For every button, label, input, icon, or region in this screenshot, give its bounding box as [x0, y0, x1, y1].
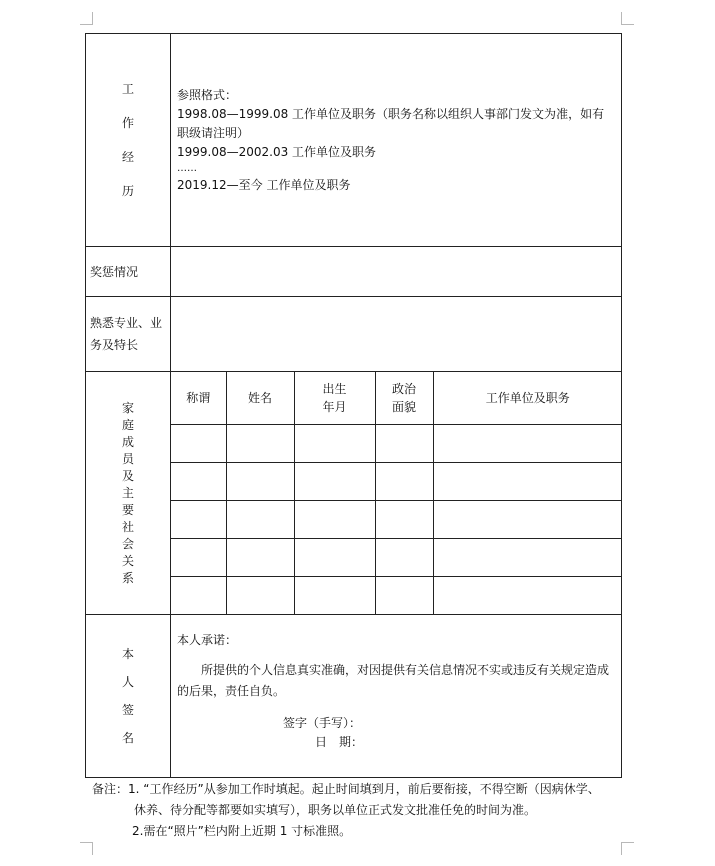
note-2: 2.需在“照片”栏内附上近期 1 寸标准照。: [132, 824, 352, 838]
family-cell[interactable]: [171, 500, 226, 538]
family-cell[interactable]: [226, 462, 294, 500]
work-history-row: [86, 34, 622, 247]
family-table-cell: [171, 372, 622, 615]
family-row-4: [171, 538, 622, 576]
margin-mark-bottom-left: [80, 842, 93, 855]
header-political-status: 政治 面貌: [375, 372, 433, 424]
family-cell[interactable]: [433, 576, 622, 614]
work-history-line: 1999.08—2002.03 工作单位及职务: [177, 144, 377, 159]
margin-mark-top-right: [621, 12, 634, 25]
awards-field[interactable]: [171, 247, 622, 297]
promise-title: 本人承诺：: [177, 633, 238, 647]
signature-content: [171, 615, 622, 778]
signature-row: [86, 615, 622, 778]
family-cell[interactable]: [375, 500, 433, 538]
header-relation: 称谓: [171, 372, 226, 424]
family-cell[interactable]: [433, 538, 622, 576]
family-cell[interactable]: [171, 576, 226, 614]
family-cell[interactable]: [226, 576, 294, 614]
family-cell[interactable]: [433, 462, 622, 500]
family-row-2: [171, 462, 622, 500]
specialty-row: [86, 297, 622, 372]
family-cell[interactable]: [294, 462, 375, 500]
work-history-label: 工 作 经 历: [86, 34, 171, 247]
work-history-content[interactable]: [171, 34, 622, 247]
family-cell[interactable]: [433, 424, 622, 462]
header-birth: 出生 年月: [294, 372, 375, 424]
family-row: [86, 372, 622, 615]
note-1: 备注：1. “工作经历”从参加工作时填起。起止时间填到月，前后要衔接，不得空断（因病休学、: [92, 782, 600, 796]
date-field[interactable]: 日 期：: [315, 735, 364, 749]
personnel-form-table: [85, 33, 622, 778]
margin-mark-bottom-right: [621, 842, 634, 855]
family-cell[interactable]: [375, 538, 433, 576]
header-name: 姓名: [226, 372, 294, 424]
promise-text: 所提供的个人信息真实准确，对因提供有关信息情况不实或违反有关规定造成的后果，责任自负。: [177, 663, 610, 698]
work-history-line: 2019.12—至今 工作单位及职务: [177, 177, 351, 192]
family-cell[interactable]: [433, 500, 622, 538]
family-cell[interactable]: [294, 576, 375, 614]
awards-label: 奖惩情况: [86, 247, 171, 297]
family-cell[interactable]: [226, 424, 294, 462]
work-history-line: 1998.08—1999.08 工作单位及职务（职务名称以组织人事部门发文为准，如有职级请注明）: [177, 106, 605, 140]
family-cell[interactable]: [294, 500, 375, 538]
family-cell[interactable]: [375, 462, 433, 500]
family-cell[interactable]: [171, 462, 226, 500]
family-members-table: [171, 372, 622, 614]
signature-label: 本 人 签 名: [86, 615, 171, 778]
family-cell[interactable]: [375, 424, 433, 462]
work-history-line: 参照格式：: [177, 87, 238, 102]
family-label: 家 庭 成 员 及 主 要 社 会 关 系: [86, 372, 171, 615]
family-row-3: [171, 500, 622, 538]
family-cell[interactable]: [226, 538, 294, 576]
note-1-cont: 休养、待分配等都要如实填写），职务以单位正式发文批准任免的时间为准。: [134, 803, 537, 817]
family-cell[interactable]: [171, 424, 226, 462]
specialty-label: 熟悉专业、业务及特长: [86, 297, 171, 372]
header-employer-position: 工作单位及职务: [433, 372, 622, 424]
family-row-5: [171, 576, 622, 614]
specialty-field[interactable]: [171, 297, 622, 372]
family-cell[interactable]: [171, 538, 226, 576]
awards-row: [86, 247, 622, 297]
family-row-1: [171, 424, 622, 462]
margin-mark-top-left: [80, 12, 93, 25]
family-cell[interactable]: [375, 576, 433, 614]
family-cell[interactable]: [294, 538, 375, 576]
notes: [92, 779, 632, 842]
sign-field[interactable]: 签字（手写）：: [283, 716, 362, 730]
family-cell[interactable]: [226, 500, 294, 538]
work-history-line: ……: [177, 162, 197, 174]
family-header-row: [171, 372, 622, 424]
family-cell[interactable]: [294, 424, 375, 462]
